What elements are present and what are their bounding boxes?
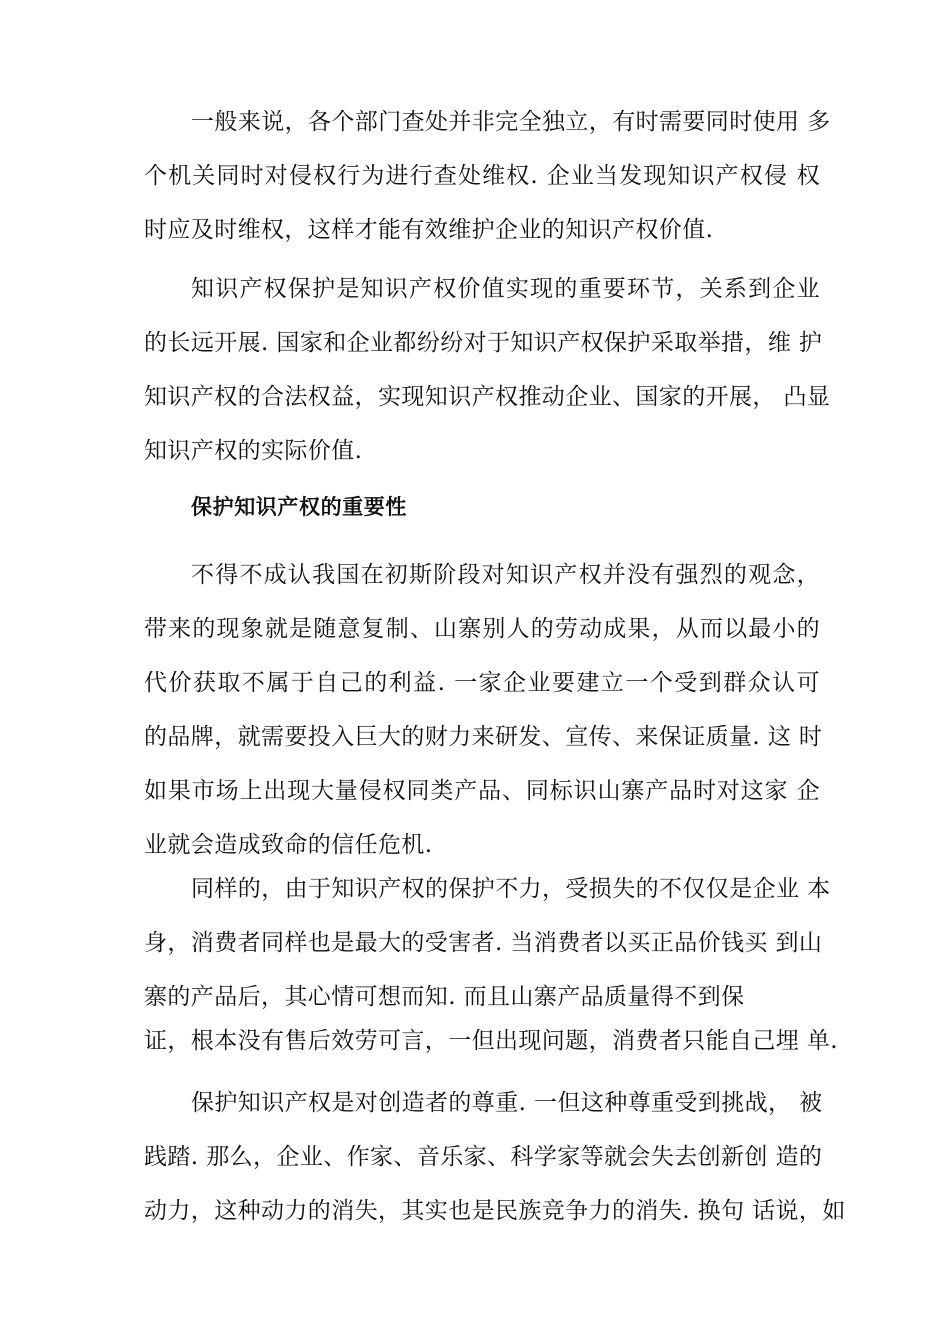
text-line: 知识产权保护是知识产权价值实现的重要环节，关系到企业 (191, 276, 820, 302)
section-heading: 保护知识产权的重要性 (191, 495, 407, 519)
text-line: 知识产权的合法权益，实现知识产权推动企业、国家的开展， 凸显 (144, 384, 831, 410)
text-line: 身，消费者同样也是最大的受害者. 当消费者以买正品价钱买 到山 (144, 930, 823, 956)
text-line: 的长远开展. 国家和企业都纷纷对于知识产权保护采取举措，维 护 (144, 330, 823, 356)
text-line: 证，根本没有售后效劳可言，一但出现问题，消费者只能自己埋 单. (144, 1028, 839, 1054)
text-line: 寨的产品后，其心情可想而知. 而且山寨产品质量得不到保 (144, 984, 745, 1010)
paragraph-consumers (144, 862, 831, 1024)
paragraph-consumers-continued (144, 1014, 839, 1068)
text-line: 同样的，由于知识产权的保护不力，受损失的不仅仅是企业 本 (191, 876, 831, 902)
text-line: 时应及时维权，这样才能有效维护企业的知识产权价值. (144, 217, 714, 243)
text-line: 代价获取不属于自己的利益. 一家企业要建立一个受到群众认可 (144, 670, 820, 696)
text-line: 践踏. 那么，企业、作家、音乐家、科学家等就会失去创新创 造的 (144, 1144, 823, 1170)
paragraph-respect (144, 1076, 846, 1238)
text-line: 个机关同时对侵权行为进行查处维权. 企业当发现知识产权侵 权 (144, 163, 820, 189)
text-line: 如果市场上出现大量侵权同类产品、同标识山寨产品时对这家 企 (144, 778, 820, 804)
text-line: 知识产权的实际价值. (144, 438, 363, 464)
text-line: 一般来说，各个部门查处并非完全独立，有时需要同时使用 多 (191, 109, 831, 135)
text-line: 保护知识产权是对创造者的尊重. 一但这种尊重受到挑战， 被 (191, 1090, 823, 1116)
text-line: 带来的现象就是随意复制、山寨别人的劳动成果，从而以最小的 (144, 616, 820, 642)
text-line: 的品牌，就需要投入巨大的财力来研发、宣传、来保证质量. 这 时 (144, 724, 823, 750)
text-line: 动力，这种动力的消失，其实也是民族竞争力的消失. 换句 话说，如 (144, 1198, 846, 1224)
text-line: 业就会造成致命的信任危机. (144, 832, 433, 858)
paragraph-ip-protection (144, 262, 831, 478)
text-line: 不得不成认我国在初斯阶段对知识产权并没有强烈的观念， (191, 562, 820, 588)
paragraph-awareness (144, 548, 823, 872)
paragraph-enforcement (144, 95, 831, 257)
